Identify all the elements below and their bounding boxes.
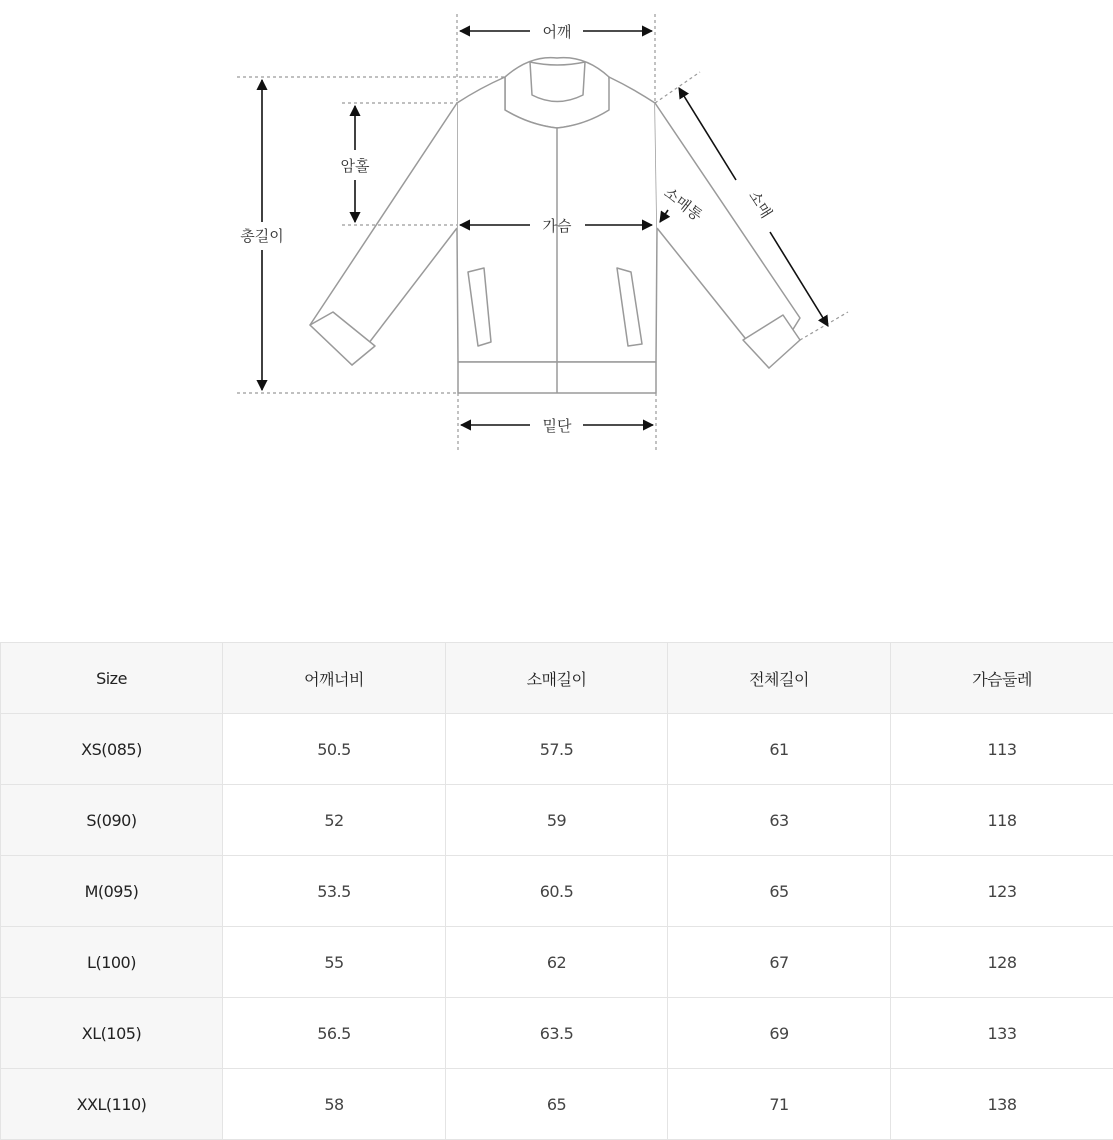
hem-label: 밑단 [543,417,572,435]
shoulder-cell: 56.5 [223,998,446,1069]
table-header-row [1,643,1113,714]
chest-cell: 123 [891,856,1113,927]
chest-cell: 128 [891,927,1113,998]
length-cell: 63 [668,785,891,856]
table-row [1,998,1113,1069]
table-row [1,714,1113,785]
sleeve-width-label: 소매통 [660,184,706,225]
length-cell: 61 [668,714,891,785]
sleeve-cell: 59 [446,785,668,856]
header-size: Size [1,643,223,714]
length-cell: 71 [668,1069,891,1140]
table-row [1,785,1113,856]
jacket-outline-svg [0,0,1113,470]
chest-cell: 138 [891,1069,1113,1140]
length-cell: 67 [668,927,891,998]
sleeve-cell: 62 [446,927,668,998]
shoulder-cell: 53.5 [223,856,446,927]
size-chart-table [0,642,1113,1140]
table-row [1,856,1113,927]
length-cell: 65 [668,856,891,927]
shoulder-cell: 52 [223,785,446,856]
length-cell: 69 [668,998,891,1069]
header-total-length: 전체길이 [668,643,891,714]
sleeve-cell: 57.5 [446,714,668,785]
sleeve-cell: 63.5 [446,998,668,1069]
table-row [1,927,1113,998]
jacket-measurement-diagram [0,0,1113,470]
table-row [1,1069,1113,1140]
size-cell: XXL(110) [1,1069,223,1140]
size-cell: XL(105) [1,998,223,1069]
shoulder-cell: 50.5 [223,714,446,785]
chest-cell: 133 [891,998,1113,1069]
sleeve-cell: 65 [446,1069,668,1140]
size-cell: L(100) [1,927,223,998]
shoulder-label: 어깨 [543,23,572,41]
total-length-label: 총길이 [240,227,283,245]
chest-cell: 113 [891,714,1113,785]
sleeve-length-label: 소매 [745,187,776,221]
chest-label: 가슴 [543,217,572,235]
chest-cell: 118 [891,785,1113,856]
sleeve-cell: 60.5 [446,856,668,927]
shoulder-cell: 58 [223,1069,446,1140]
size-cell: M(095) [1,856,223,927]
size-cell: S(090) [1,785,223,856]
header-chest-circumference: 가슴둘레 [891,643,1113,714]
header-shoulder-width: 어깨너비 [223,643,446,714]
shoulder-cell: 55 [223,927,446,998]
armhole-label: 암홀 [341,157,370,175]
header-sleeve-length: 소매길이 [446,643,668,714]
size-cell: XS(085) [1,714,223,785]
